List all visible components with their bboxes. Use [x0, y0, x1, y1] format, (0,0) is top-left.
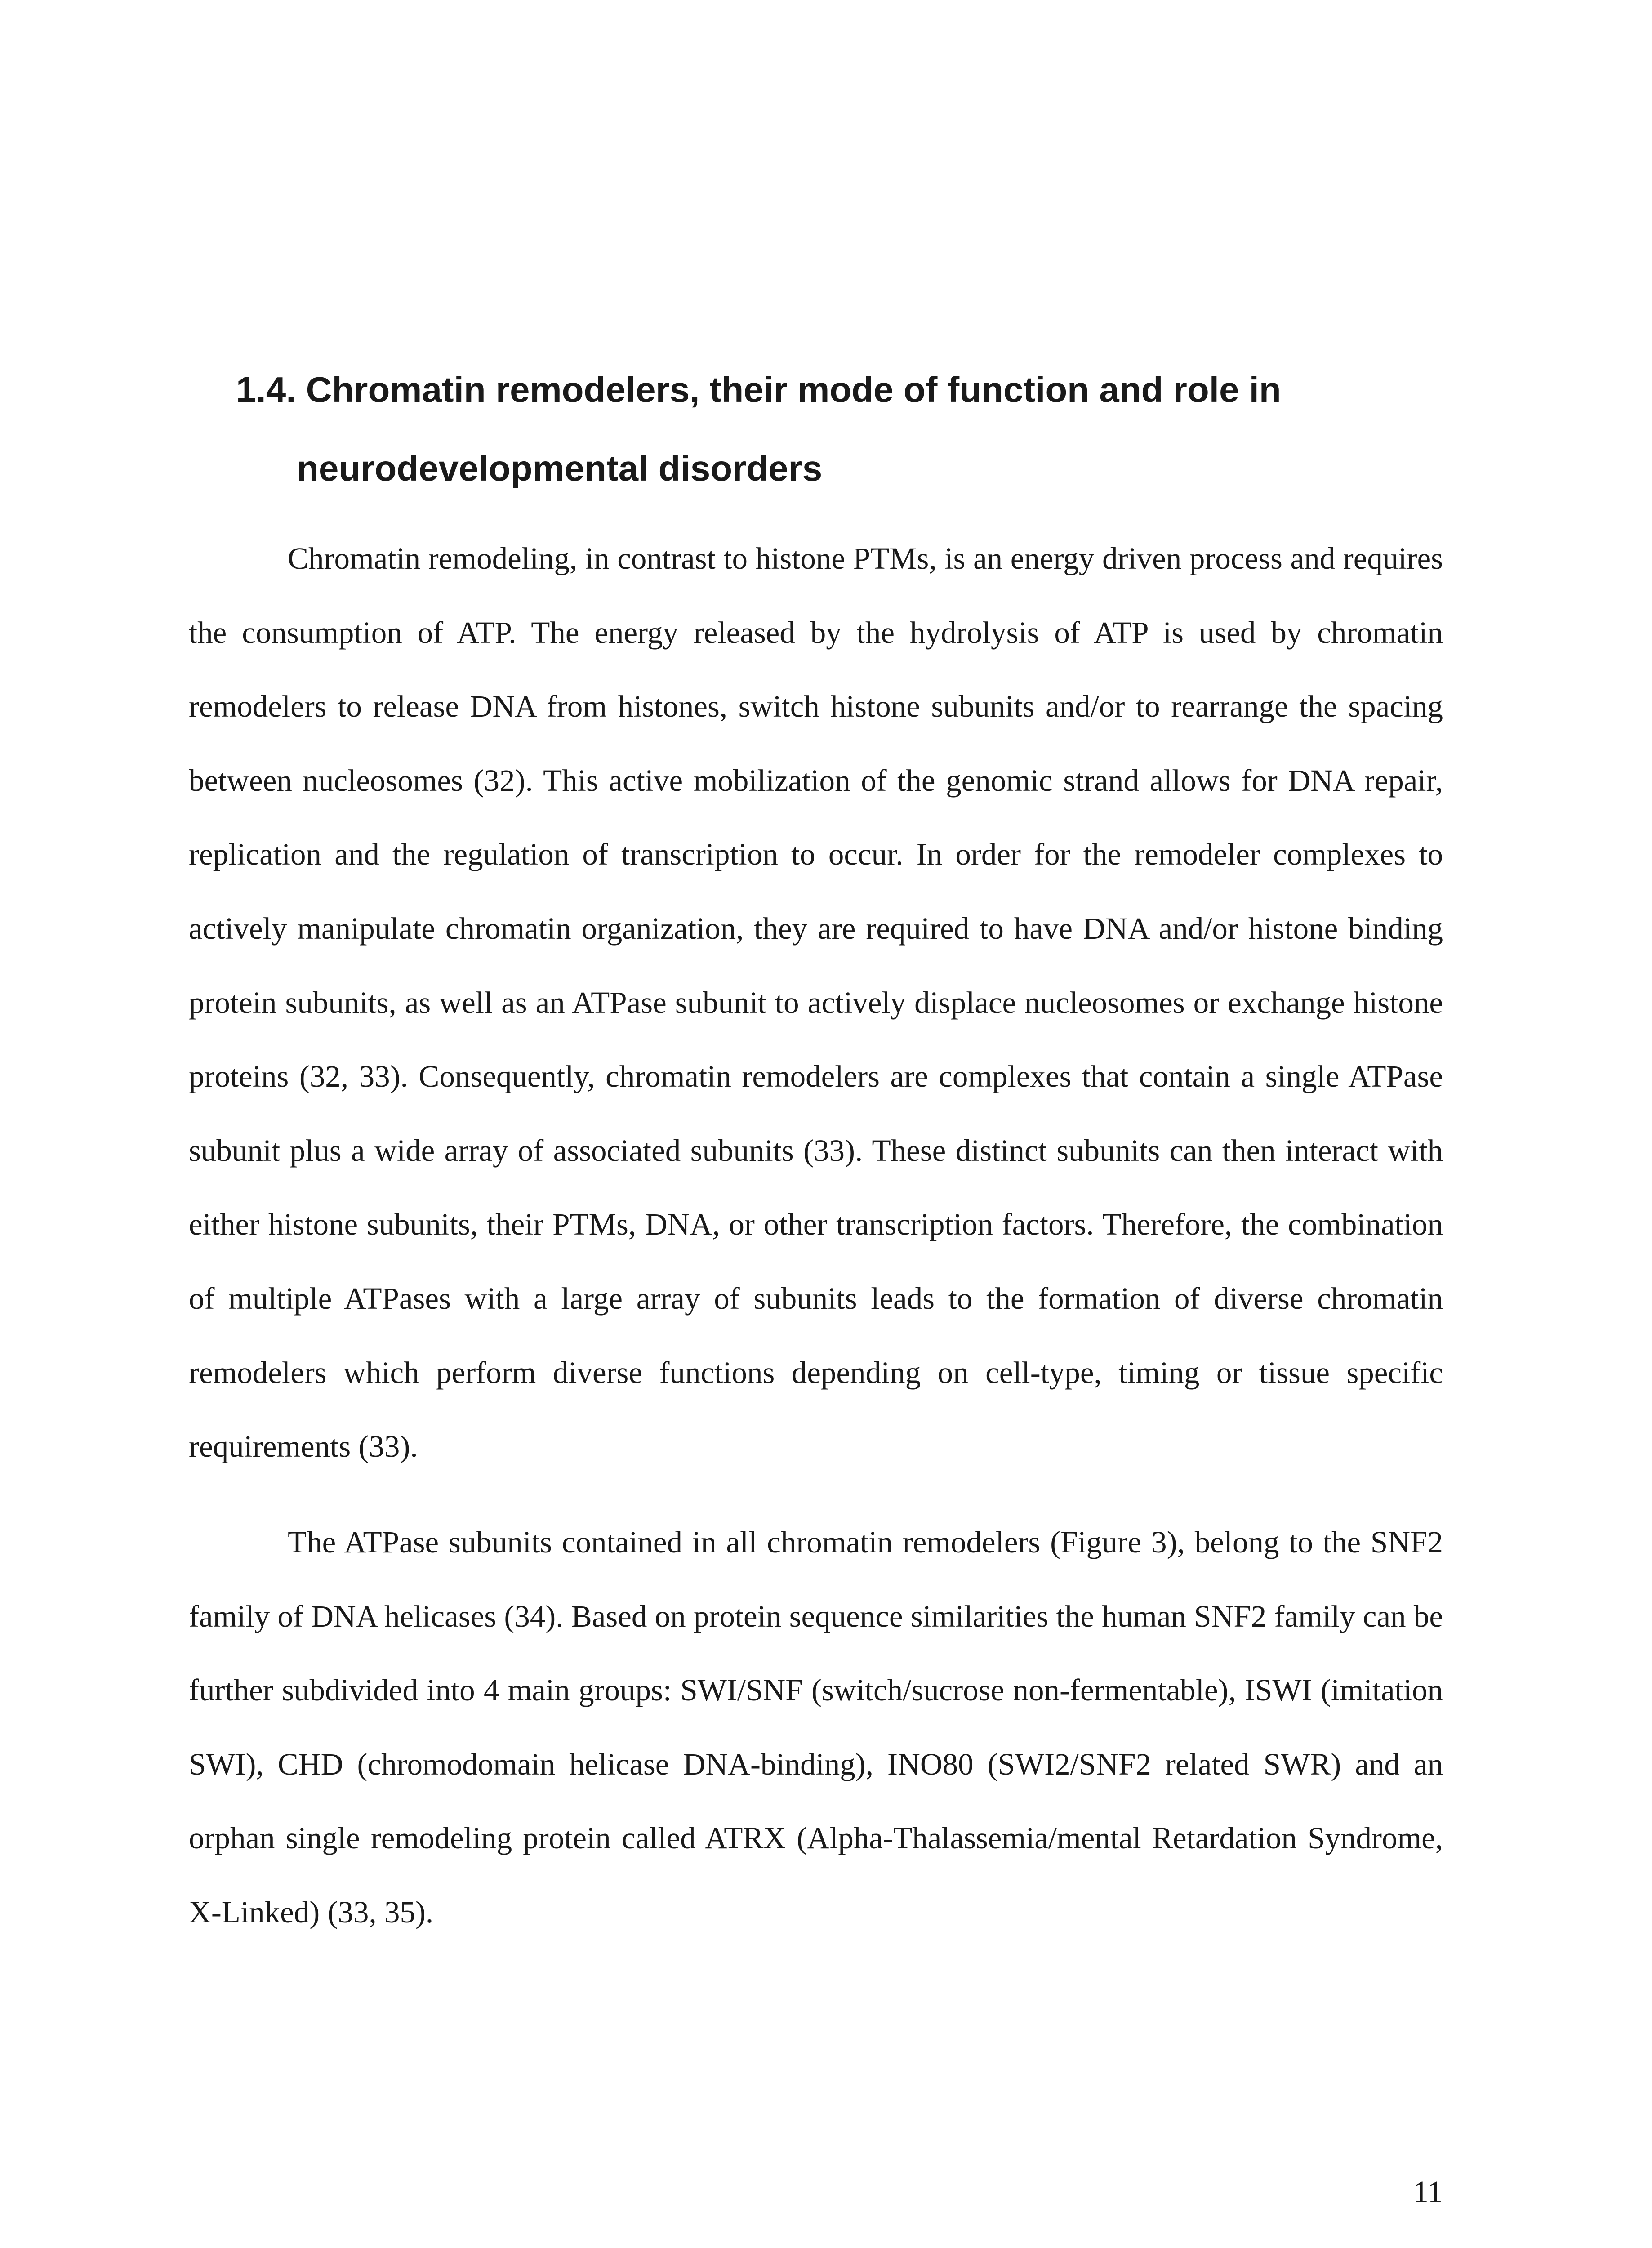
section-heading-line-1: 1.4. Chromatin remodelers, their mode of function and role in	[236, 370, 1281, 410]
paragraph-text: Chromatin remodeling, in contrast to histone PTMs, is an energy driven process and requires the consumption of ATP. The energy released by the hydrolysis of ATP is used by chromatin remodelers to release DNA from histones, switch histone subunits and/or to rearrange the spacing between nucleosomes (32). This active mobilization of the genomic strand allows for DNA repair, replication and the regulation of transcription to occur. In order for the remodeler complexes to actively manipulate chromatin organization, they are required to have DNA and/or histone binding protein subunits, as well as an ATPase subunit to actively displace nucleosomes or exchange histone proteins (32, 33). Consequently, chromatin remodelers are complexes that contain a single ATPase subunit plus a wide array of associated subunits (33). These distinct subunits can then interact with either histone subunits, their PTMs, DNA, or other transcription factors. Therefore, the combination of multiple ATPases with a large array of subunits leads to the formation of diverse chromatin remodelers which perform diverse functions depending on cell-type, timing or tissue specific requirements (33).	[189, 541, 1443, 1464]
paragraph-text: The ATPase subunits contained in all chromatin remodelers (Figure 3), belong to the SNF2 family of DNA helicases (34). Based on protein sequence similarities the human SNF2 family can be further subdivided into 4 main groups: SWI/SNF (switch/sucrose non-fermentable), ISWI (imitation SWI), CHD (chromodomain helicase DNA-binding), INO80 (SWI2/SNF2 related SWR) and an orphan single remodeling protein called ATRX (Alpha-Thalassemia/mental Retardation Syndrome, X-Linked) (33, 35).	[189, 1525, 1443, 1929]
body-paragraph-1	[189, 522, 1443, 1484]
page-number: 11	[1413, 2175, 1443, 2209]
section-heading-line-2: neurodevelopmental disorders	[297, 448, 823, 488]
body-paragraph-2	[189, 1505, 1443, 1949]
